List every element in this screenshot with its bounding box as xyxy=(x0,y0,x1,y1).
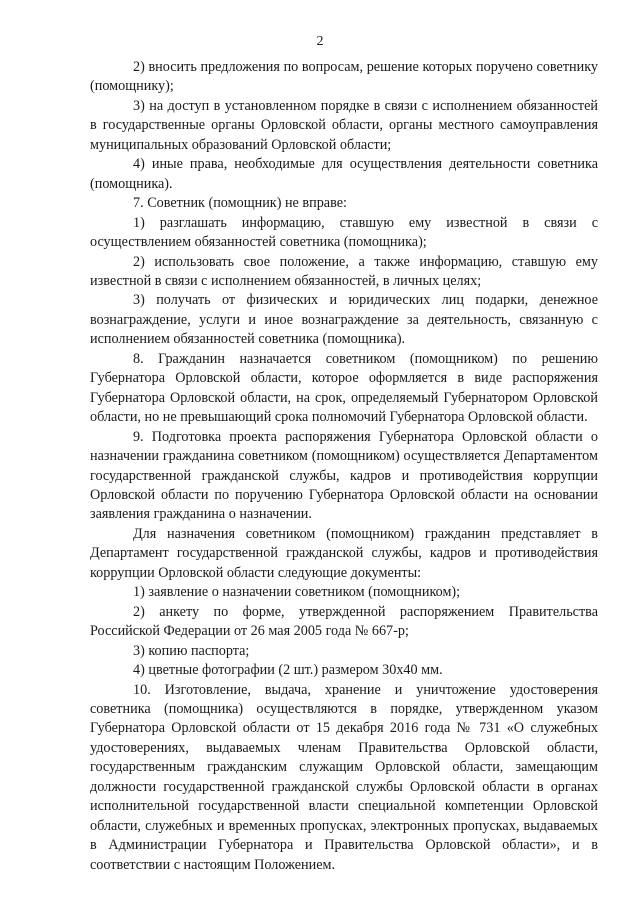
paragraph-10: 10. Изготовление, выдача, хранение и уничтожение удостоверения советника (помощника) осуществляются в порядке, утвержденном указом Губернатора Орловской области от 15 декабря 2016 года № 731 «О служебных удостоверениях, выдаваемых членам Правительства Орловской области, государственным гражданским служащим Орловской области, замещающим должности государственной гражданской службы Орловской области в органах исполнительной государственной власти специальной компетенции Орловской области, служебных и временных пропусках, электронных пропусках, выдаваемых в Администрации Губернатора и Правительства Орловской области», и в соответствии с настоящим Положением. xyxy=(90,681,598,873)
paragraph-doc-3: 3) копию паспорта; xyxy=(133,642,250,659)
paragraph-2-2: 2) вносить предложения по вопросам, решение которых поручено советнику (помощнику); xyxy=(90,59,598,95)
paragraph-7-3: 3) получать от физических и юридических лиц подарки, денежное вознаграждение, услуги и иное вознаграждение за деятельность, связанную с исполнением обязанностей советника (помощника). xyxy=(90,292,598,348)
page-number: 2 xyxy=(316,34,324,49)
paragraph-9: 9. Подготовка проекта распоряжения Губернатора Орловской области о назначении гражданина советником (помощником) осуществляется Департаментом государственной гражданской службы, кадров и противодействия коррупции Орловской области по поручению Губернатора Орловской области на основании заявления гражданина о назначении. xyxy=(90,428,598,523)
paragraph-2-3: 3) на доступ в установленном порядке в связи с исполнением обязанностей в государственные органы Орловской области, органы местного самоуправления муниципальных образований Орловской области; xyxy=(90,97,598,153)
paragraph-8: 8. Гражданин назначается советником (помощником) по решению Губернатора Орловской области, которое оформляется в виде распоряжения Губернатора Орловской области, на срок, определяемый Губернатором Орловской области, но не превышающий срока полномочий Губернатора Орловской области. xyxy=(90,350,598,426)
paragraph-doc-4: 4) цветные фотографии (2 шт.) размером 30х40 мм. xyxy=(133,662,443,679)
paragraph-7-2: 2) использовать свое положение, а также информацию, ставшую ему известной в связи с исполнением обязанностей, в личных целях; xyxy=(90,253,598,289)
paragraph-7: 7. Советник (помощник) не вправе: xyxy=(133,195,347,212)
paragraph-9-documents: Для назначения советником (помощником) гражданин представляет в Департамент государственной гражданской службы, кадров и противодействия коррупции Орловской области следующие документы: xyxy=(90,525,598,581)
paragraph-doc-1: 1) заявление о назначении советником (помощником); xyxy=(133,584,461,601)
paragraph-doc-2: 2) анкету по форме, утвержденной распоряжением Правительства Российской Федерации от 26 мая 2005 года № 667-р; xyxy=(90,603,598,640)
paragraph-2-4: 4) иные права, необходимые для осуществления деятельности советника (помощника). xyxy=(90,156,598,192)
document-body xyxy=(90,58,598,875)
paragraph-7-1: 1) разглашать информацию, ставшую ему известной в связи с осуществлением обязанностей советника (помощника); xyxy=(90,214,598,251)
